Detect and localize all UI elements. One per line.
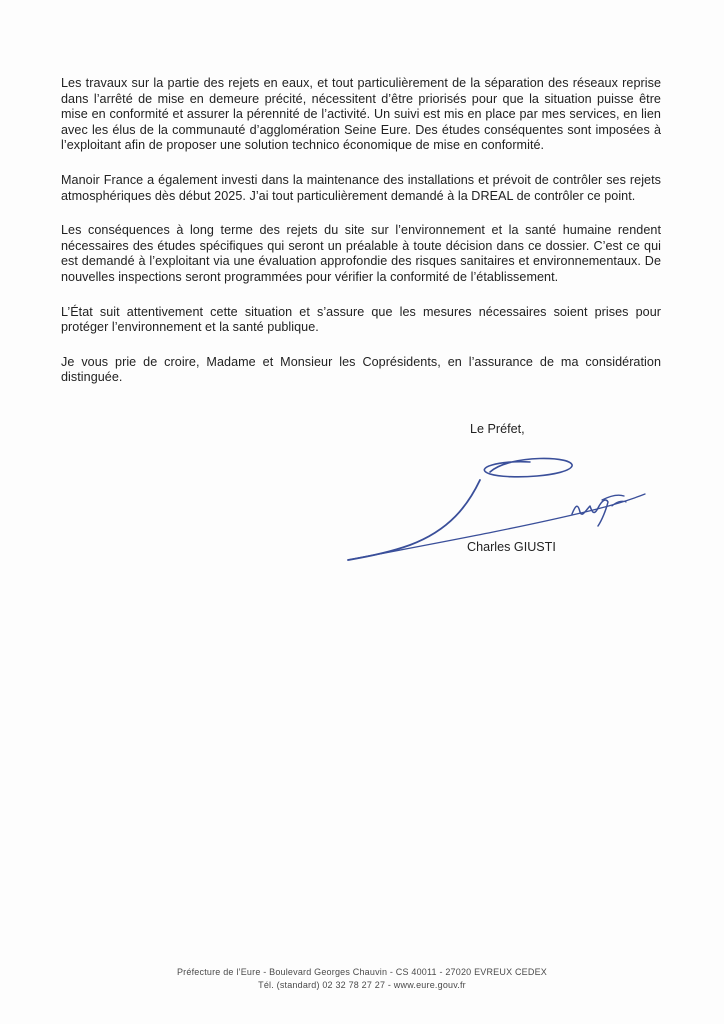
paragraph-manoir-france: Manoir France a également investi dans la maintenance des installations et prévoit de contrôler ses rejets atmosphériques dès début 2025. J’ai tout particulièrement demandé à la DREAL de contrôler ce point. — [61, 172, 661, 203]
footer-contact: Tél. (standard) 02 32 78 27 27 - www.eure.gouv.fr — [258, 980, 466, 990]
paragraph-wastewater: Les travaux sur la partie des rejets en eaux, et tout particulièrement de la séparation des réseaux reprise dans l’arrêté de mise en demeure précité, nécessitent d’être priorisés pour que la situation puisse être mise en conformité et assurer la pérennité de l’activité. Un suivi est mis en place par mes services, en lien avec les élus de la communauté d’agglomération Seine Eure. Des études conséquentes sont imposées à l’exploitant afin de proposer une solution technico économique de mise en conformité. — [61, 76, 661, 153]
paragraph-state-monitoring: L’État suit attentivement cette situation et s’assure que les mesures nécessaires soient prises pour protéger l’environnement et la santé publique. — [61, 304, 661, 335]
paragraph-closing-formula: Je vous prie de croire, Madame et Monsieur les Coprésidents, en l’assurance de ma considération distinguée. — [61, 354, 661, 385]
paragraph-long-term-consequences: Les conséquences à long terme des rejets du site sur l’environnement et la santé humaine rendent nécessaires des études spécifiques qui seront un préalable à toute décision dans ce dossier. C’est ce qui est demandé à l’exploitant via une évaluation approfondie des risques sanitaires et environnementaux. De nouvelles inspections seront programmées pour vérifier la conformité de l’établissement. — [61, 223, 661, 284]
signer-name: Charles GIUSTI — [467, 540, 556, 554]
footer-address: Préfecture de l’Eure - Boulevard Georges Chauvin - CS 40011 - 27020 EVREUX CEDEX — [176, 967, 547, 977]
letter-body — [61, 76, 661, 405]
signatory-title: Le Préfet, — [470, 422, 525, 436]
